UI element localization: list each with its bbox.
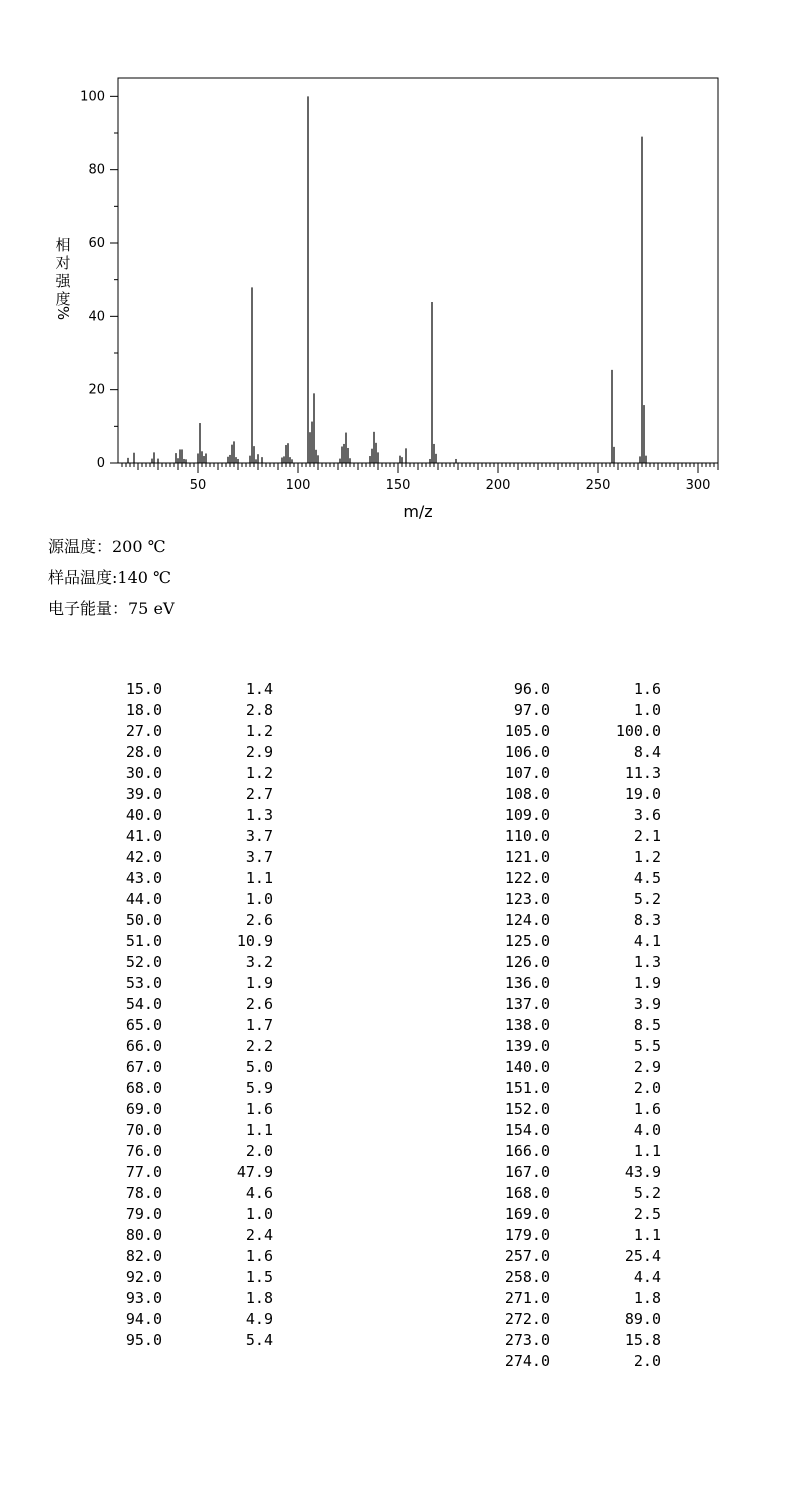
- intensity-value: 4.0: [633, 1121, 661, 1139]
- intensity-value: 1.1: [245, 869, 273, 887]
- intensity-value: 2.0: [633, 1352, 661, 1370]
- mz-value: 96.0: [513, 680, 550, 698]
- table-row: [0, 679, 300, 700]
- mz-value: 138.0: [504, 1016, 550, 1034]
- peak-table-right: [400, 679, 700, 1372]
- intensity-value: 2.6: [245, 911, 273, 929]
- intensity-value: 4.5: [633, 869, 661, 887]
- table-row: [0, 784, 300, 805]
- x-tick-label: 250: [585, 478, 611, 493]
- table-row: [0, 847, 300, 868]
- mz-value: 54.0: [125, 995, 162, 1013]
- y-tick-label: 80: [88, 162, 105, 178]
- intensity-value: 5.4: [245, 1331, 273, 1349]
- intensity-value: 1.8: [633, 1289, 661, 1307]
- table-row: [0, 1204, 300, 1225]
- table-row: [0, 1057, 300, 1078]
- table-row: [400, 1288, 700, 1309]
- intensity-value: 1.1: [245, 1121, 273, 1139]
- y-axis-label-char: 强: [55, 272, 71, 290]
- table-row: [0, 1225, 300, 1246]
- mz-value: 79.0: [125, 1205, 162, 1223]
- mz-value: 166.0: [504, 1142, 550, 1160]
- table-row: [400, 973, 700, 994]
- y-tick-label: 40: [88, 309, 105, 325]
- mz-value: 271.0: [504, 1289, 550, 1307]
- intensity-value: 2.6: [245, 995, 273, 1013]
- mz-value: 76.0: [125, 1142, 162, 1160]
- intensity-value: 2.0: [633, 1079, 661, 1097]
- intensity-value: 15.8: [624, 1331, 661, 1349]
- mz-value: 108.0: [504, 785, 550, 803]
- source-temperature: 源温度：200 ℃: [48, 537, 166, 556]
- table-row: [400, 679, 700, 700]
- mz-value: 15.0: [125, 680, 162, 698]
- table-row: [400, 1246, 700, 1267]
- intensity-value: 8.5: [633, 1016, 661, 1034]
- mz-value: 69.0: [125, 1100, 162, 1118]
- mz-value: 272.0: [504, 1310, 550, 1328]
- table-row: [400, 1120, 700, 1141]
- table-row: [0, 1015, 300, 1036]
- mz-value: 169.0: [504, 1205, 550, 1223]
- intensity-value: 1.2: [245, 722, 273, 740]
- table-row: [400, 763, 700, 784]
- intensity-value: 47.9: [236, 1163, 273, 1181]
- table-row: [400, 847, 700, 868]
- mz-value: 41.0: [125, 827, 162, 845]
- table-row: [0, 805, 300, 826]
- intensity-value: 2.2: [245, 1037, 273, 1055]
- table-row: [400, 721, 700, 742]
- intensity-value: 1.3: [245, 806, 273, 824]
- mz-value: 258.0: [504, 1268, 550, 1286]
- table-row: [0, 994, 300, 1015]
- mz-value: 105.0: [504, 722, 550, 740]
- sample-temperature: 样品温度:140 ℃: [48, 568, 171, 587]
- peak-series: [128, 96, 646, 463]
- mz-value: 82.0: [125, 1247, 162, 1265]
- intensity-value: 1.1: [633, 1226, 661, 1244]
- mz-value: 43.0: [125, 869, 162, 887]
- intensity-value: 5.2: [633, 1184, 661, 1202]
- intensity-value: 8.3: [633, 911, 661, 929]
- table-row: [400, 910, 700, 931]
- intensity-value: 1.6: [245, 1100, 273, 1118]
- intensity-value: 1.3: [633, 953, 661, 971]
- mz-value: 107.0: [504, 764, 550, 782]
- table-row: [0, 721, 300, 742]
- intensity-value: 19.0: [624, 785, 661, 803]
- mz-value: 18.0: [125, 701, 162, 719]
- table-row: [0, 952, 300, 973]
- intensity-value: 10.9: [236, 932, 273, 950]
- x-axis-label: m/z: [403, 502, 433, 521]
- intensity-value: 1.4: [245, 680, 273, 698]
- mz-value: 273.0: [504, 1331, 550, 1349]
- y-tick-label: 0: [96, 456, 105, 471]
- table-row: [0, 868, 300, 889]
- y-tick-label: 100: [80, 89, 105, 105]
- table-row: [400, 1015, 700, 1036]
- intensity-value: 2.9: [245, 743, 273, 761]
- intensity-value: 2.4: [245, 1226, 273, 1244]
- mz-value: 122.0: [504, 869, 550, 887]
- x-tick-label: 150: [385, 478, 411, 493]
- table-row: [400, 1330, 700, 1351]
- mz-value: 123.0: [504, 890, 550, 908]
- table-row: [0, 1036, 300, 1057]
- intensity-value: 1.6: [633, 1100, 661, 1118]
- peak-table-left: [0, 679, 300, 1351]
- intensity-value: 25.4: [624, 1247, 661, 1265]
- intensity-value: 2.0: [245, 1142, 273, 1160]
- table-row: [400, 826, 700, 847]
- mz-value: 179.0: [504, 1226, 550, 1244]
- mz-value: 168.0: [504, 1184, 550, 1202]
- table-row: [400, 952, 700, 973]
- mz-value: 274.0: [504, 1352, 550, 1370]
- intensity-value: 3.7: [245, 827, 273, 845]
- mz-value: 39.0: [125, 785, 162, 803]
- table-row: [0, 910, 300, 931]
- intensity-value: 5.5: [633, 1037, 661, 1055]
- mz-value: 27.0: [125, 722, 162, 740]
- mz-value: 139.0: [504, 1037, 550, 1055]
- table-row: [400, 868, 700, 889]
- intensity-value: 89.0: [624, 1310, 661, 1328]
- mz-value: 109.0: [504, 806, 550, 824]
- intensity-value: 43.9: [624, 1163, 661, 1181]
- intensity-value: 4.1: [633, 932, 661, 950]
- intensity-value: 1.0: [633, 701, 661, 719]
- intensity-value: 2.9: [633, 1058, 661, 1076]
- intensity-value: 8.4: [633, 743, 661, 761]
- mz-value: 95.0: [125, 1331, 162, 1349]
- y-axis: [80, 89, 118, 471]
- plot-frame: [118, 78, 718, 463]
- intensity-value: 5.0: [245, 1058, 273, 1076]
- intensity-value: 11.3: [624, 764, 661, 782]
- intensity-value: 5.9: [245, 1079, 273, 1097]
- mz-value: 52.0: [125, 953, 162, 971]
- y-tick-label: 20: [88, 382, 105, 398]
- mz-value: 257.0: [504, 1247, 550, 1265]
- table-row: [0, 1078, 300, 1099]
- mz-value: 110.0: [504, 827, 550, 845]
- intensity-value: 100.0: [615, 722, 661, 740]
- mz-value: 28.0: [125, 743, 162, 761]
- intensity-value: 1.5: [245, 1268, 273, 1286]
- table-row: [0, 1267, 300, 1288]
- mz-value: 97.0: [513, 701, 550, 719]
- table-row: [400, 1183, 700, 1204]
- mz-value: 92.0: [125, 1268, 162, 1286]
- intensity-value: 3.6: [633, 806, 661, 824]
- table-row: [400, 1162, 700, 1183]
- x-tick-label: 200: [485, 478, 511, 493]
- mz-value: 44.0: [125, 890, 162, 908]
- intensity-value: 2.1: [633, 827, 661, 845]
- mz-value: 106.0: [504, 743, 550, 761]
- y-axis-label-char: 度: [55, 290, 71, 308]
- table-row: [0, 889, 300, 910]
- table-row: [400, 1099, 700, 1120]
- table-row: [0, 742, 300, 763]
- table-row: [400, 931, 700, 952]
- mz-value: 154.0: [504, 1121, 550, 1139]
- table-row: [400, 805, 700, 826]
- y-tick-label: 60: [88, 236, 105, 251]
- table-row: [0, 700, 300, 721]
- table-row: [400, 742, 700, 763]
- mz-value: 152.0: [504, 1100, 550, 1118]
- table-row: [0, 1099, 300, 1120]
- table-row: [400, 1225, 700, 1246]
- intensity-value: 1.9: [633, 974, 661, 992]
- table-row: [400, 1351, 700, 1372]
- x-tick-label: 300: [685, 478, 711, 493]
- mz-value: 53.0: [125, 974, 162, 992]
- intensity-value: 4.9: [245, 1310, 273, 1328]
- intensity-value: 2.8: [245, 701, 273, 719]
- y-axis-label-char: 相: [55, 236, 71, 254]
- table-row: [400, 700, 700, 721]
- mz-value: 50.0: [125, 911, 162, 929]
- mz-value: 77.0: [125, 1163, 162, 1181]
- table-row: [400, 889, 700, 910]
- mz-value: 68.0: [125, 1079, 162, 1097]
- intensity-value: 2.5: [633, 1205, 661, 1223]
- table-row: [0, 1120, 300, 1141]
- intensity-value: 2.7: [245, 785, 273, 803]
- mz-value: 136.0: [504, 974, 550, 992]
- table-row: [0, 931, 300, 952]
- mz-value: 67.0: [125, 1058, 162, 1076]
- table-row: [400, 784, 700, 805]
- x-axis: [122, 463, 718, 493]
- table-row: [0, 1330, 300, 1351]
- mz-value: 80.0: [125, 1226, 162, 1244]
- intensity-value: 3.9: [633, 995, 661, 1013]
- table-row: [0, 1246, 300, 1267]
- table-row: [400, 994, 700, 1015]
- intensity-value: 1.0: [245, 1205, 273, 1223]
- intensity-value: 4.6: [245, 1184, 273, 1202]
- intensity-value: 5.2: [633, 890, 661, 908]
- intensity-value: 1.6: [245, 1247, 273, 1265]
- mz-value: 70.0: [125, 1121, 162, 1139]
- table-row: [400, 1204, 700, 1225]
- mz-value: 40.0: [125, 806, 162, 824]
- intensity-value: 3.7: [245, 848, 273, 866]
- mz-value: 137.0: [504, 995, 550, 1013]
- mz-value: 126.0: [504, 953, 550, 971]
- intensity-value: 1.6: [633, 680, 661, 698]
- table-row: [400, 1057, 700, 1078]
- mz-value: 140.0: [504, 1058, 550, 1076]
- mz-value: 30.0: [125, 764, 162, 782]
- table-row: [0, 973, 300, 994]
- x-tick-label: 100: [285, 478, 311, 493]
- table-row: [0, 1288, 300, 1309]
- intensity-value: 1.0: [245, 890, 273, 908]
- mz-value: 124.0: [504, 911, 550, 929]
- table-row: [0, 1183, 300, 1204]
- intensity-value: 1.9: [245, 974, 273, 992]
- table-row: [400, 1036, 700, 1057]
- table-row: [400, 1309, 700, 1330]
- intensity-value: 3.2: [245, 953, 273, 971]
- table-row: [0, 763, 300, 784]
- mz-value: 121.0: [504, 848, 550, 866]
- mz-value: 66.0: [125, 1037, 162, 1055]
- table-row: [0, 1309, 300, 1330]
- y-axis-label-char: %: [54, 305, 72, 321]
- table-row: [0, 1141, 300, 1162]
- mz-value: 93.0: [125, 1289, 162, 1307]
- intensity-value: 4.4: [633, 1268, 661, 1286]
- table-row: [400, 1141, 700, 1162]
- mz-value: 78.0: [125, 1184, 162, 1202]
- intensity-value: 1.8: [245, 1289, 273, 1307]
- mz-value: 94.0: [125, 1310, 162, 1328]
- x-tick-label: 50: [189, 478, 207, 493]
- intensity-value: 1.1: [633, 1142, 661, 1160]
- mz-value: 42.0: [125, 848, 162, 866]
- y-axis-label: [54, 236, 72, 320]
- intensity-value: 1.2: [633, 848, 661, 866]
- table-row: [400, 1267, 700, 1288]
- table-row: [0, 826, 300, 847]
- mz-value: 167.0: [504, 1163, 550, 1181]
- mz-value: 125.0: [504, 932, 550, 950]
- table-row: [0, 1162, 300, 1183]
- y-axis-label-char: 对: [55, 254, 71, 272]
- mz-value: 151.0: [504, 1079, 550, 1097]
- intensity-value: 1.7: [245, 1016, 273, 1034]
- mz-value: 51.0: [125, 932, 162, 950]
- electron-energy: 电子能量：75 eV: [48, 599, 175, 618]
- mz-value: 65.0: [125, 1016, 162, 1034]
- table-row: [400, 1078, 700, 1099]
- mass-spectrum-chart: [0, 0, 794, 530]
- intensity-value: 1.2: [245, 764, 273, 782]
